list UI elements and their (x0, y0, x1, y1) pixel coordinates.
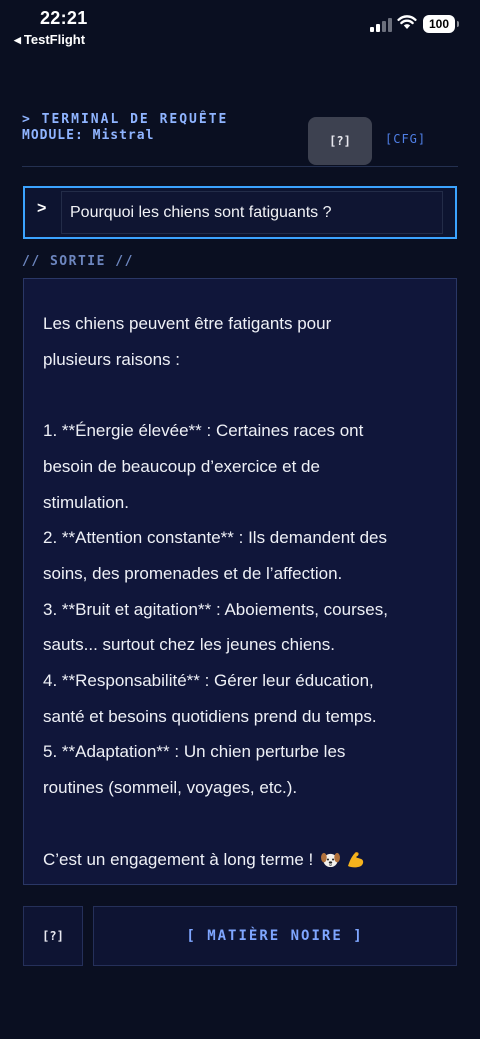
back-label: TestFlight (23, 32, 86, 47)
terminal-title: > TERMINAL DE REQUÊTE (22, 112, 229, 127)
output-blank-line (43, 377, 433, 413)
status-time: 22:21 (40, 8, 88, 28)
output-closing-line (43, 842, 433, 878)
cellular-signal-icon (370, 18, 392, 32)
output-line: sauts... surtout chez les jeunes chiens. (43, 635, 335, 655)
flexed-biceps-emoji-icon (346, 849, 366, 869)
prompt-chevron-icon: > (37, 200, 47, 217)
output-line: 2. **Attention constante** : Ils demandent des (43, 528, 388, 548)
output-line: 3. **Bruit et agitation** : Aboiements, courses, (43, 599, 388, 619)
header-divider (22, 166, 458, 167)
output-section-label: // SORTIE // (22, 254, 134, 269)
query-input[interactable]: Pourquoi les chiens sont fatiguants ? (61, 191, 443, 234)
battery-indicator: 100 (423, 15, 455, 33)
matiere-noire-button[interactable]: [ MATIÈRE NOIRE ] (93, 906, 457, 966)
config-button[interactable]: [CFG] (385, 132, 427, 146)
output-line: 1. **Énergie élevée** : Certaines races ont (43, 421, 364, 441)
output-blank-line (43, 806, 433, 842)
dog-face-emoji-icon (321, 851, 340, 868)
output-line: 4. **Responsabilité** : Gérer leur éducation, (43, 671, 374, 691)
output-line: C’est un engagement à long terme ! (43, 849, 314, 869)
output-line: routines (sommeil, voyages, etc.). (43, 778, 298, 798)
output-line: santé et besoins quotidiens prend du temps. (43, 706, 377, 726)
wifi-icon (397, 14, 417, 30)
output-line: plusieurs raisons : (43, 349, 181, 369)
output-text (43, 306, 433, 877)
help-button[interactable]: [?] (308, 117, 372, 165)
status-bar (0, 0, 480, 52)
back-to-testflight-link[interactable] (14, 32, 85, 47)
back-arrow-icon: ◀ (14, 35, 21, 45)
output-line: stimulation. (43, 492, 129, 512)
footer-help-button[interactable]: [?] (23, 906, 83, 966)
module-label: MODULE: Mistral (22, 128, 155, 143)
output-line: besoin de beaucoup d’exercice et de (43, 456, 320, 476)
output-line: soins, des promenades et de l’affection. (43, 563, 343, 583)
output-panel (23, 278, 457, 885)
output-line: 5. **Adaptation** : Un chien perturbe les (43, 742, 346, 762)
query-box (23, 186, 457, 239)
output-line: Les chiens peuvent être fatigants pour (43, 314, 332, 333)
